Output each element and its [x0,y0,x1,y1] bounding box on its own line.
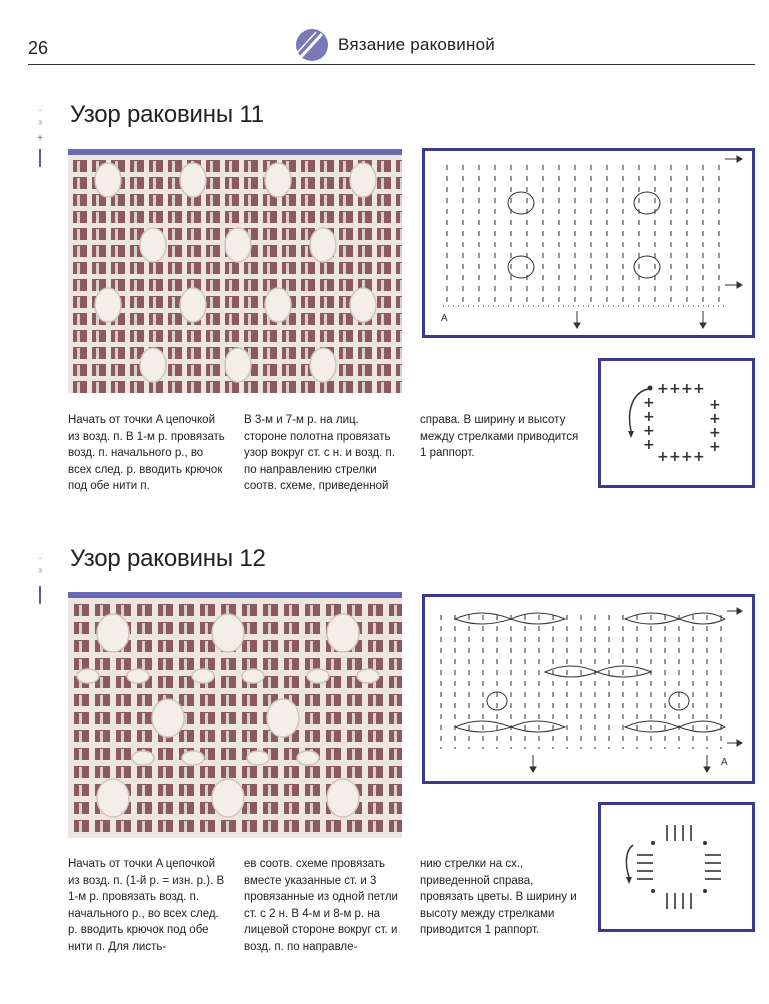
pattern-photo-11 [68,149,402,399]
svg-text:+: + [693,449,705,465]
running-title: Вязание раковиной [338,35,495,54]
section-title-11: Узор раковины 11 [70,101,264,128]
stitch-chart-11 [422,148,755,338]
svg-text:+: + [643,423,655,439]
svg-text:+: + [643,395,655,411]
svg-text:+: + [669,381,681,397]
section-title-12: Узор раковины 12 [70,545,266,572]
svg-text:+: + [657,449,669,465]
instructions-11-col1: Начать от точки A цепочкой из возд. п. В 1-м р. провязать возд. п. начального р., во всех след. р. вводить крючок под обе нити п. [68,414,225,492]
margin-symbols-1: · ᵓ + [32,104,48,167]
instructions-11-col2: В 3-м и 7-м р. на лиц. стороне полотна провязать узор вокруг ст. с н. и возд. п. по направлению стрелки соотв. схеме, приведенной [244,414,395,492]
page-number: 26 [28,38,49,58]
svg-text:+: + [669,449,681,465]
flower-diagram-12 [598,802,755,932]
margin-symbols-2: · ᵓ [32,552,48,604]
svg-text:+: + [709,397,721,413]
instructions-12-col1: Начать от точки A цепочкой из возд. п. (1-й р. = изн. р.). В 1-м р. провязать возд. п. начального р., во всех след. р. вводить крючок под обе нити п. Для листь- [68,858,225,953]
svg-text:+: + [709,439,721,455]
svg-text:+: + [681,449,693,465]
shell-diagram-11 [598,358,755,488]
header-rule [28,64,755,65]
header-logo-icon [292,28,332,62]
instructions-11-col3: справа. В ширину и высоту между стрелками приводится 1 раппорт. [420,414,579,459]
stitch-chart-12 [422,594,755,784]
svg-text:+: + [681,381,693,397]
instructions-12-col2: ев соотв. схеме провязать вместе указанные ст. и 3 провязанные из одной петли ст. с 2 н. В 4-м и 8-м р. на лицевой стороне вокруг ст. и возд. п. по направле- [244,858,398,953]
svg-text:+: + [643,409,655,425]
svg-text:+: + [709,425,721,441]
instructions-12-col3: нию стрелки на сх., приведенной справа, провязать цветы. В ширину и высоту между стрелками приводится 1 раппорт. [420,858,577,936]
chart-label-a-11: A [441,313,448,324]
svg-text:+: + [657,381,669,397]
svg-text:+: + [693,381,705,397]
pattern-photo-12 [68,592,402,844]
chart-label-a-12: A [721,757,728,768]
svg-text:+: + [709,411,721,427]
svg-text:+: + [643,437,655,453]
